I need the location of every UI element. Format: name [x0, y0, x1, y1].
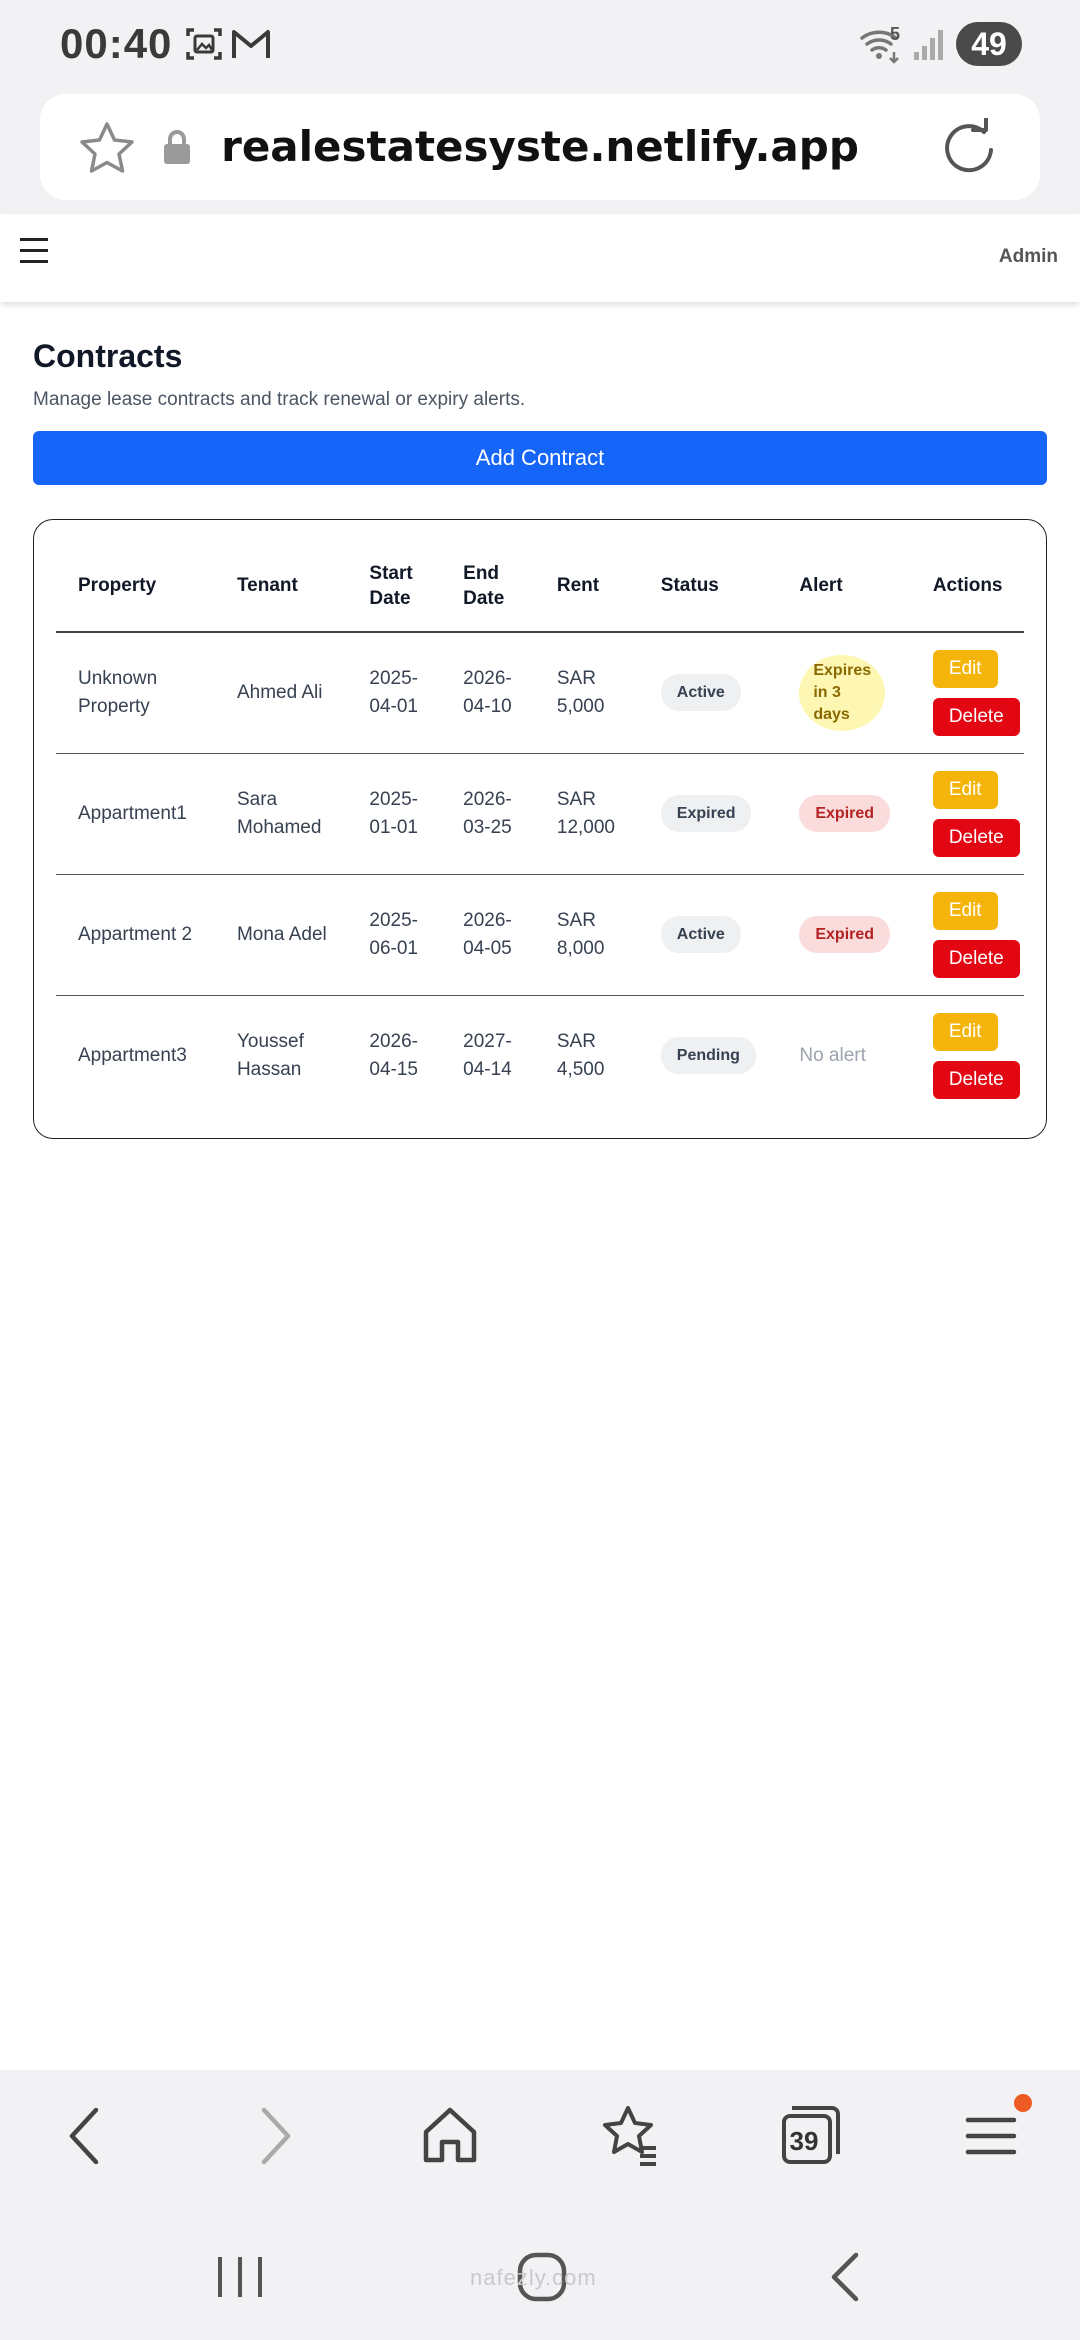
table-row — [56, 995, 1024, 1116]
screenshot-icon — [184, 24, 224, 64]
cell-start-date: 2025-04-01 — [347, 632, 441, 753]
watermark: nafezly.com — [470, 2265, 597, 2290]
url-bar[interactable] — [40, 94, 1040, 200]
system-nav-bar — [0, 2205, 1080, 2340]
column-header-rent: Rent — [535, 542, 639, 632]
page-subtitle: Manage lease contracts and track renewal or expiry alerts. — [33, 389, 526, 410]
notification-dot — [1014, 2094, 1032, 2112]
system-back-icon[interactable] — [824, 2251, 868, 2303]
battery-indicator: 49 — [956, 22, 1022, 66]
cell-tenant: Youssef Hassan — [236, 1031, 304, 1080]
tabs-button[interactable] — [774, 2100, 846, 2172]
back-icon[interactable] — [52, 2100, 124, 2172]
cell-status — [639, 995, 778, 1116]
cell-alert — [777, 874, 910, 995]
status-badge: Expired — [661, 795, 752, 832]
status-time: 00:40 — [60, 20, 173, 67]
table-header-row — [56, 542, 1024, 632]
cell-property: Appartment3 — [78, 1044, 187, 1066]
delete-button[interactable]: Delete — [933, 940, 1020, 978]
cell-end-date: 2026-04-10 — [441, 632, 535, 753]
column-header-alert: Alert — [777, 542, 910, 632]
cell-rent: SAR 8,000 — [535, 874, 639, 995]
reload-icon[interactable] — [940, 118, 998, 178]
cell-actions — [911, 632, 1024, 753]
cell-start-date: 2026-04-15 — [369, 1031, 419, 1080]
cell-status — [639, 753, 778, 874]
alert-badge: Expires in 3 days — [799, 655, 885, 731]
cell-property: Appartment1 — [56, 753, 215, 874]
cell-alert — [777, 753, 910, 874]
home-icon[interactable] — [414, 2100, 486, 2172]
menu-icon[interactable] — [20, 238, 50, 268]
network-type: 5 — [890, 24, 901, 44]
alert-badge: Expired — [799, 795, 890, 832]
status-badge: Pending — [661, 1037, 756, 1074]
forward-icon[interactable] — [236, 2100, 308, 2172]
app-header — [0, 214, 1080, 302]
status-badge: Active — [661, 916, 741, 953]
edit-button[interactable]: Edit — [933, 1013, 998, 1051]
cell-tenant: Mona Adel — [215, 874, 347, 995]
recent-apps-icon[interactable] — [212, 2255, 268, 2299]
cell-end-date: 2027-04-14 — [463, 1031, 512, 1080]
cell-alert — [777, 995, 910, 1116]
page-title: Contracts — [33, 338, 183, 374]
contracts-table-card — [33, 519, 1047, 1139]
bookmarks-icon[interactable] — [594, 2100, 666, 2172]
delete-button[interactable]: Delete — [933, 698, 1020, 736]
alert-badge: Expired — [799, 916, 890, 953]
cell-status — [639, 874, 778, 995]
cell-actions — [911, 753, 1024, 874]
cell-property: Appartment 2 — [56, 874, 215, 995]
table-row — [56, 874, 1024, 995]
signal-icon — [912, 24, 946, 64]
cell-start-date: 2025-01-01 — [347, 753, 441, 874]
column-header-tenant: Tenant — [215, 542, 347, 632]
table-row — [56, 753, 1024, 874]
cell-start-date: 2025-06-01 — [347, 874, 441, 995]
delete-button[interactable]: Delete — [933, 819, 1020, 857]
column-header-start-date: Start Date — [347, 542, 441, 632]
table-row — [56, 632, 1024, 753]
cell-actions — [911, 874, 1024, 995]
cell-end-date: 2026-04-05 — [441, 874, 535, 995]
edit-button[interactable]: Edit — [933, 771, 998, 809]
cell-alert — [777, 632, 910, 753]
status-badge: Active — [661, 674, 741, 711]
column-header-actions: Actions — [911, 542, 1024, 632]
alert-text: No alert — [799, 1044, 866, 1066]
gmail-icon — [230, 24, 272, 64]
cell-rent: SAR 12,000 — [535, 753, 639, 874]
browser-bottom-nav — [0, 2070, 1080, 2205]
edit-button[interactable]: Edit — [933, 892, 998, 930]
cell-rent: SAR 5,000 — [535, 632, 639, 753]
cell-property: Unknown Property — [56, 632, 215, 753]
cell-tenant: Sara Mohamed — [215, 753, 347, 874]
contracts-table — [56, 542, 1024, 1116]
main-content — [33, 302, 1047, 1139]
url-text[interactable]: realestatesyste.netlify.app — [221, 122, 859, 171]
cell-tenant: Ahmed Ali — [215, 632, 347, 753]
column-header-property: Property — [56, 542, 215, 632]
status-bar — [0, 0, 1080, 92]
add-contract-button[interactable]: Add Contract — [33, 431, 1047, 485]
column-header-status: Status — [639, 542, 778, 632]
cell-actions — [911, 995, 1024, 1116]
edit-button[interactable]: Edit — [933, 650, 998, 688]
browser-menu-icon[interactable] — [954, 2100, 1026, 2172]
column-header-end-date: End Date — [441, 542, 535, 632]
cell-end-date: 2026-03-25 — [441, 753, 535, 874]
browser-toolbar — [0, 92, 1080, 214]
cell-rent: SAR 4,500 — [556, 1031, 605, 1080]
tab-count: 39 — [789, 2126, 819, 2156]
delete-button[interactable]: Delete — [933, 1061, 1020, 1099]
cell-status — [639, 632, 778, 753]
user-label[interactable]: Admin — [998, 246, 1058, 267]
